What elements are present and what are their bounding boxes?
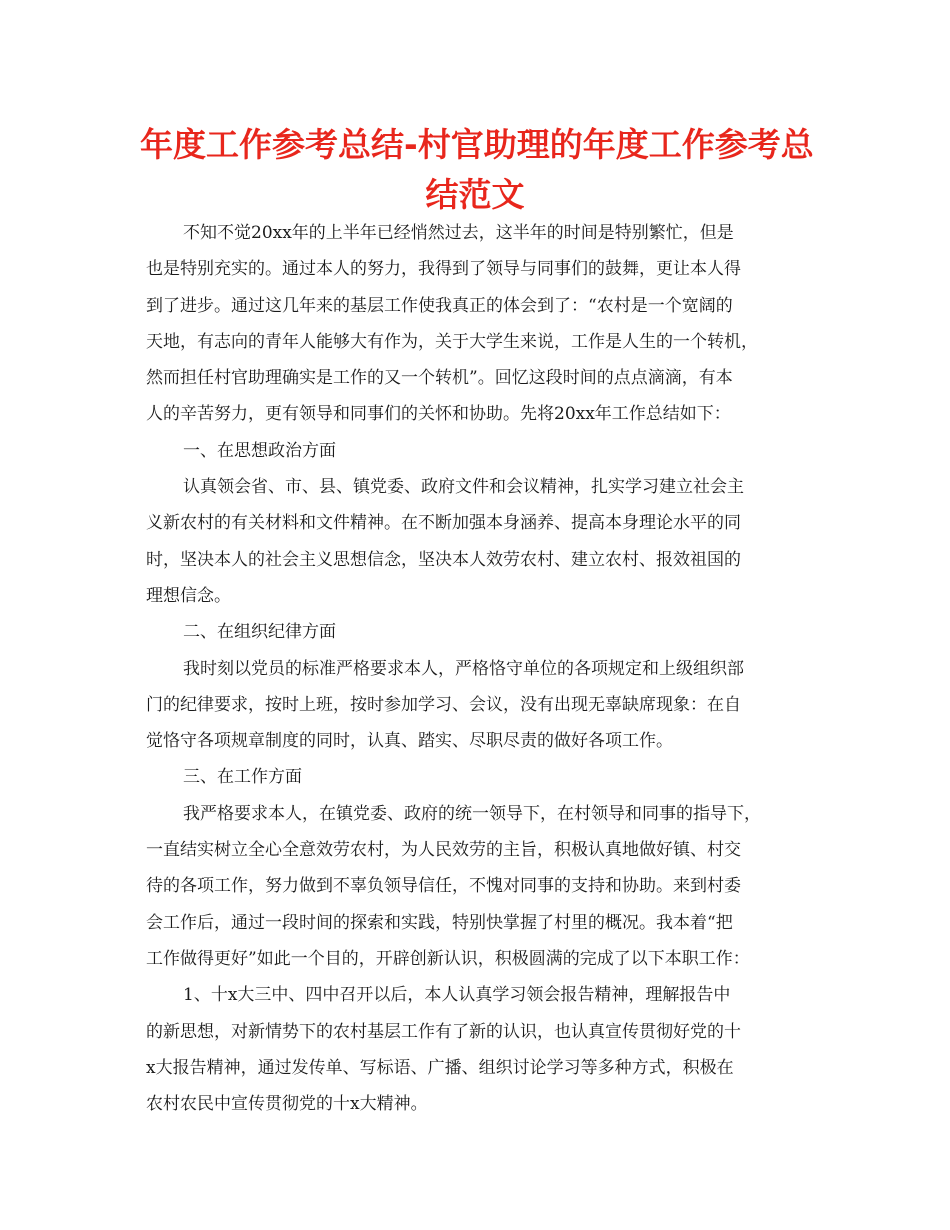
paragraph-line: 也是特别充实的。通过本人的努力，我得到了领导与同事们的鼓舞，更让本人得 (146, 259, 741, 280)
paragraph-line: 我严格要求本人，在镇党委、政府的统一领导下，在村领导和同事的指导下， (183, 803, 761, 824)
paragraph-line: 不知不觉20xx年的上半年已经悄然过去，这半年的时间是特别繁忙，但是 (183, 223, 734, 243)
paragraph-line: 天地，有志向的青年人能够大有作为，关于大学生来说，工作是人生的一个转机， (146, 331, 758, 352)
paragraph-line: x大报告精神，通过发传单、写标语、广播、组织讨论学习等多种方式，积极在 (146, 1057, 734, 1078)
paragraph-line: 觉恪守各项规章制度的同时，认真、踏实、尽职尽责的做好各项工作。 (146, 731, 673, 752)
paragraph-line: 1、十x大三中、四中召开以后，本人认真学习领会报告精神，理解报告中 (183, 985, 731, 1006)
paragraph-line: 工作做得更好”如此一个目的，开辟创新认识，积极圆满的完成了以下本职工作： (146, 948, 750, 969)
paragraph-line: 认真领会省、市、县、镇党委、政府文件和会议精神，扎实学习建立社会主 (183, 477, 744, 498)
paragraph-line: 一直结实树立全心全意效劳农村，为人民效劳的主旨，积极认真地做好镇、村交 (146, 840, 741, 861)
paragraph-line: 到了进步。通过这几年来的基层工作使我真正的体会到了：“农村是一个宽阔的 (146, 295, 733, 316)
document-title (140, 120, 814, 220)
paragraph-line: 我时刻以党员的标准严格要求本人，严格恪守单位的各项规定和上级组织部 (183, 658, 744, 679)
paragraph-line: 的新思想，对新情势下的农村基层工作有了新的认识，也认真宣传贯彻好党的十 (146, 1021, 741, 1042)
title-line-2: 结范文 (425, 175, 525, 214)
paragraph-line: 然而担任村官助理确实是工作的又一个转机”。回忆这段时间的点点滴滴，有本 (146, 368, 733, 389)
paragraph-line: 会工作后，通过一段时间的探索和实践，特别快掌握了村里的概况。我本着“把 (146, 912, 733, 933)
section-heading: 二、在组织纪律方面 (183, 622, 336, 643)
section-heading: 一、在思想政治方面 (183, 440, 336, 461)
section-heading: 三、在工作方面 (183, 767, 302, 788)
paragraph-line: 待的各项工作，努力做到不辜负领导信任，不愧对同事的支持和协助。来到村委 (146, 876, 741, 897)
paragraph-line: 农村农民中宣传贯彻党的十x大精神。 (146, 1094, 428, 1115)
paragraph-line: 义新农村的有关材料和文件精神。在不断加强本身涵养、提高本身理论水平的同 (146, 513, 741, 534)
paragraph-line: 门的纪律要求，按时上班，按时参加学习、会议，没有出现无辜缺席现象：在自 (146, 694, 741, 715)
paragraph-line: 时，坚决本人的社会主义思想信念，坚决本人效劳农村、建立农村、报效祖国的 (146, 549, 741, 570)
document-body (146, 215, 808, 1122)
paragraph-line: 人的辛苦努力，更有领导和同事们的关怀和协助。先将20xx年工作总结如下： (146, 404, 731, 425)
title-line-1: 年度工作参考总结-村官助理的年度工作参考总 (140, 125, 814, 164)
paragraph-line: 理想信念。 (146, 585, 231, 606)
